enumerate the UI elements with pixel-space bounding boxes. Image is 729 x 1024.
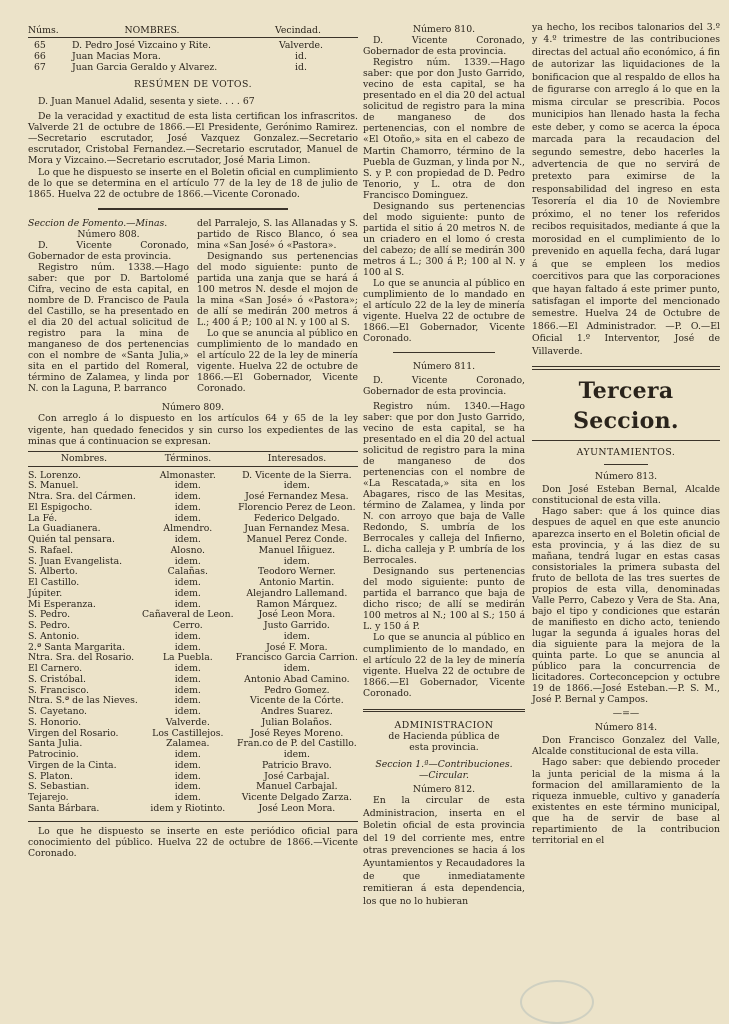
mine-termino: Almonaster. — [159, 469, 216, 481]
mine-name: S. Pedro. — [28, 609, 71, 621]
mine-name: La Fé. — [28, 512, 58, 524]
voters-list-header — [28, 25, 358, 37]
divider — [28, 451, 358, 452]
mine-termino: Zalamea. — [166, 738, 210, 750]
mine-termino: idem. — [174, 770, 201, 782]
mine-name: S. Juan Evangelista. — [28, 555, 123, 567]
mine-row — [28, 804, 358, 815]
mine-interesado: José F. Mora. — [266, 641, 328, 653]
divider — [604, 464, 648, 465]
mine-name: S. Antonio. — [28, 630, 80, 642]
mine-interesado: Florencio Perez de Leon. — [238, 501, 356, 513]
mine-termino: idem. — [174, 534, 201, 546]
num809-title: Número 809. — [161, 402, 225, 414]
divider — [28, 821, 358, 822]
mine-interesado: José Reyes Moreno. — [250, 727, 344, 739]
mine-termino: idem. — [174, 759, 201, 771]
section-divider — [532, 366, 720, 370]
voter-vecindad: Valverde. — [279, 40, 323, 52]
mine-name: El Carnero. — [28, 663, 83, 675]
num811-head: D. Vicente Coronado, Gobernador de esta provincia. — [363, 375, 525, 398]
resumen-line: D. Juan Manuel Adalid, sesenta y siete. . . . 67 — [38, 96, 255, 108]
num811-body: Registro núm. 1340.—Hago saber: que por don Justo Garrido, vecino de esta capital, se ha presentado en el dia 20 del actual solicitud de registro para la mina de manganeso de dos pertenencias con el nombre de «La Rescatada,» sita en los Abagares, risco de las Mesitas, término de Zalamea, y linda por N. con arroyo que baja de Valle Redondo, S. umbría de los Berrocales y calleja del Infierno, L. dicha calleja y P. umbría de los Berrocales. — [363, 400, 525, 567]
mine-interesado: Antonio Martin. — [259, 577, 335, 589]
admin-subtitle: de Hacienda pública de esta provincia. — [388, 730, 500, 753]
mine-interesado: José Leon Mora. — [258, 609, 336, 621]
num810-head: D. Vicente Coronado, Gobernador de esta provincia. — [363, 35, 525, 58]
num814-body: Hago saber: que debiendo proceder la junta pericial de la misma á la formacion del amillaramiento de la riqueza inmueble, cultivo y ganadería existentes en este término municipal, que ha de servir de base al repartimiento de la contribucion territorial en el — [532, 757, 720, 846]
mine-interesado: José Carbajal. — [264, 770, 330, 782]
voter-row — [28, 51, 358, 62]
mine-interesado: idem. — [283, 555, 310, 567]
mine-termino: La Puebla. — [162, 652, 213, 664]
mine-termino: idem. — [174, 512, 201, 524]
mine-interesado: Fran.co de P. del Castillo. — [237, 738, 357, 750]
divider — [393, 352, 495, 353]
section-divider — [98, 208, 288, 210]
mine-interesado: Manuel Perez Conde. — [246, 534, 348, 546]
voter-vecindad: id. — [295, 51, 307, 63]
mine-interesado: Andres Suarez. — [260, 706, 333, 718]
voters-list-table — [28, 25, 358, 37]
num811-anuncio: Lo que se anuncia al público en cumplimiento de lo mandado, en el artículo 22 de la ley de minería vigente. Huelva 22 de octubre de 1866.—El Gobernador, Vicente Coronado. — [363, 632, 525, 699]
mine-termino: idem. — [174, 706, 201, 718]
mine-name: S. Pedro. — [28, 620, 71, 632]
mine-termino: idem. — [174, 792, 201, 804]
circular-continuation: ya hecho, los recibos talonarios del 3.º y 4.º trimestre de las contribuciones directas del actual año económico, á fin de autorizar las liquidaciones de la bonificacion que al respaldo de ellos ha de figurarse con arreglo á lo que en la misma circular se prescribia. Pocos municipios han llenado hasta la fecha este deber, y como se acerca la época marcada para la recaudacion del segundo semestre, debo hacerles la advertencia de que no servirá de pretexto para eximirse de la responsabilidad del ingreso en esta Tesorería el dia 10 de Noviembre próximo, el no tener los referidos recibos requisitados, mediante á que la morosidad en el cumplimiento de lo prevenido en aquella fecha, dará lugar á que se empleen los medios coercitivos para que las corporaciones que hayan faltado á este primer punto, satisfagan el importe del mencionado semestre. Huelva 24 de Octubre de 1866.—El Administrador. —P. O.—El Oficial 1.º Interventor, José de Villaverde. — [532, 22, 720, 357]
mine-interesado: Juan Fernandez Mesa. — [244, 523, 350, 535]
mine-name: Quién tal pensara. — [28, 534, 115, 546]
mine-interesado: idem. — [283, 630, 310, 642]
voter-num: 65 — [34, 40, 46, 52]
mine-interesado: Ramon Márquez. — [256, 598, 338, 610]
admin-seccion: Seccion 1.ª—Contribuciones.—Circular. — [375, 758, 513, 781]
mines-header-interesados: Interesados. — [267, 452, 327, 464]
mine-termino: idem. — [174, 749, 201, 761]
mine-termino: idem. — [174, 684, 201, 696]
voter-name: Juan Macias Mora. — [72, 51, 161, 63]
mine-interesado: idem. — [283, 749, 310, 761]
num812-title: Número 812. — [412, 784, 476, 795]
num814-title: Número 814. — [594, 722, 658, 734]
mine-name: S. Sebastian. — [28, 781, 90, 793]
mines-header-table — [28, 453, 358, 465]
divider — [532, 440, 720, 441]
mine-name: Ntra. Sra. del Cármen. — [28, 491, 136, 503]
seccion-fomento: Seccion de Fomento.—Minas. — [28, 217, 168, 229]
mine-name: S. Rafael. — [28, 544, 74, 556]
mine-termino: Los Castillejos. — [152, 727, 224, 739]
header-vecindad: Vecindad. — [275, 25, 321, 36]
divider — [28, 466, 358, 467]
num811-designando: Designando sus pertenencias del modo siguiente: punto de partida el barranco que baja de dicho risco; de allí se medirán 100 metros al N.; 100 al S.; 150 á L. y 150 á P. — [363, 566, 525, 633]
mine-termino: idem. — [174, 501, 201, 513]
mines-header — [28, 453, 358, 465]
mine-name: S. Francisco. — [28, 684, 89, 696]
mine-name: El Castillo. — [28, 577, 80, 589]
tercera-seccion-title: Tercera Seccion. — [573, 378, 679, 435]
num810-anuncio: Lo que se anuncia al público en cumplimiento de lo mandado en el artículo 22 de la ley de minería vigente. Huelva 22 de octubre de 1866.—El Gobernador, Vicente Coronado. — [363, 278, 525, 345]
mine-interesado: Justo Garrido. — [263, 620, 330, 632]
mines-header-nombres: Nombres. — [60, 452, 108, 464]
num812-body: En la circular de esta Administracion, inserta en el Boletin oficial de esta provincia del 19 del corriente mes, entre otras prevenciones se hacia á los Ayuntamientos y Recaudadores la de que inmediatamente remitieran á esta dependencia, los que no lo hubieran — [363, 795, 525, 907]
mine-interesado: Manuel Iñiguez. — [258, 544, 336, 556]
mine-termino: idem. — [174, 587, 201, 599]
mine-name: El Espigocho. — [28, 501, 93, 513]
mine-interesado: Vicente de la Córte. — [250, 695, 344, 707]
voter-name: D. Pedro José Vizcaino y Rite. — [72, 40, 211, 52]
mine-termino: idem. — [174, 695, 201, 707]
fomento-two-column — [28, 218, 358, 395]
section-divider — [363, 709, 525, 712]
mine-name: Ntra. Sra. del Rosario. — [28, 652, 135, 664]
mine-interesado: Manuel Carbajal. — [256, 781, 338, 793]
mine-name: S. Cayetano. — [28, 706, 88, 718]
mine-interesado: Teodoro Werner. — [257, 566, 336, 578]
mine-name: Santa Julia. — [28, 738, 83, 750]
num813-title: Número 813. — [594, 471, 658, 483]
mine-termino: idem. — [174, 673, 201, 685]
mine-interesado: Francisco Garcia Carrion. — [235, 652, 358, 664]
header-nums: Núms. — [28, 25, 59, 36]
voter-num: 67 — [34, 62, 46, 74]
mine-interesado: idem. — [283, 480, 310, 492]
mine-name: Mi Esperanza. — [28, 598, 96, 610]
voters-list-rows — [28, 40, 358, 73]
mine-name: S. Lorenzo. — [28, 469, 81, 481]
num808-title: Número 808. — [77, 228, 140, 240]
resumen-title: RESÚMEN DE VOTOS. — [133, 79, 253, 91]
mine-name: 2.ª Santa Margarita. — [28, 641, 126, 653]
num808-anuncio: Lo que se anuncia al público en cumplimiento de lo mandado en el artículo 22 de la ley de minería vigente. Huelva 22 de octubre de 1866.—El Gobernador, Vicente Coronado. — [197, 328, 358, 395]
mine-name: Ntra. S.ª de las Nieves. — [28, 695, 138, 707]
admin-title: ADMINISTRACION — [394, 719, 494, 731]
voter-name: Juan Garcia Geraldo y Alvarez. — [72, 62, 218, 74]
mine-termino: Calañas. — [167, 566, 209, 578]
library-watermark-seal — [520, 980, 594, 1024]
mine-termino: idem. — [174, 641, 201, 653]
mine-name: Virgen de la Cinta. — [28, 759, 117, 771]
mine-name: La Guadianera. — [28, 523, 101, 535]
mine-interesado: idem. — [283, 663, 310, 675]
mine-termino: Alosno. — [170, 544, 206, 556]
num810-title: Número 810. — [412, 24, 476, 35]
mine-interesado: Vicente Delgado Zarza. — [241, 792, 352, 804]
mine-interesado: Alejandro Lallemand. — [246, 587, 348, 599]
mine-termino: idem. — [174, 663, 201, 675]
mine-interesado: Patricio Bravo. — [261, 759, 332, 771]
mine-termino: idem. — [174, 555, 201, 567]
num808-body-cont: del Parralejo, S. las Allanadas y S. partido de Risco Blanco, ó sea mina «San José» ó «Pastora». — [197, 217, 358, 251]
num810-designando: Designando sus pertenencias del modo siguiente: punto de partida el sitio á 20 metros N. de un criadero en el lomo ó cresta del cabezo; de allí se medirán 300 metros á L.; 300 á P.; 100 al N. y 100 al S. — [363, 200, 525, 279]
ayuntamientos-title: AYUNTAMIENTOS. — [576, 447, 676, 459]
mine-interesado: Federico Delgado. — [253, 512, 340, 524]
num810-body: Registro núm. 1339.—Hago saber: que por don Justo Garrido, vecino de esta capital, se ha presentado en el dia 20 del actual solicitud de registro para la mina de manganeso de dos pertenencias, con el nombre de «El Otoño,» sita en el cabezo de Martin Chamorro, término de la Puebla de Guzman, y linda por N., S. y P. con propiedad de D. Pedro Tenorio, y L. otra de don Francisco Dominguez. — [363, 57, 525, 201]
mine-interesado: José Fernandez Mesa. — [245, 491, 349, 503]
divider — [28, 37, 358, 38]
mine-name: S. Alberto. — [28, 566, 78, 578]
header-nombres: NOMBRES. — [124, 25, 180, 36]
mine-name: Virgen del Rosario. — [28, 727, 119, 739]
mine-termino: Almendro. — [163, 523, 213, 535]
mine-name: S. Honorio. — [28, 716, 82, 728]
mine-termino: idem. — [174, 480, 201, 492]
mine-name: S. Platon. — [28, 770, 73, 782]
num813-head: Don José Esteban Bernal, Alcalde constitucional de esta villa. — [532, 484, 720, 507]
voter-row — [28, 62, 358, 73]
mine-name: Tejarejo. — [28, 792, 69, 804]
num811-title: Número 811. — [412, 361, 476, 373]
mines-table — [28, 471, 358, 815]
mine-interesado: Antonio Abad Camino. — [244, 673, 350, 685]
voter-num: 66 — [34, 51, 46, 63]
mine-name: Júpiter. — [28, 587, 63, 599]
mines-header-terminos: Términos. — [164, 452, 212, 464]
voter-vecindad: id. — [295, 62, 307, 74]
mine-name: S. Manuel. — [28, 480, 79, 492]
mine-interesado: Pedro Gomez. — [264, 684, 330, 696]
num808-designando: Designando sus pertenencias del modo siguiente: punto de partida una zanja que se hará á 100 metros N. desde el mojon de la mina «San José» ó «Pastora»; de allí se medirán 200 metros á L.; 400 á P.; 100 al N. y 100 al S. — [197, 250, 358, 329]
mine-termino: Valverde. — [165, 716, 210, 728]
mine-termino: Cañaveral de Leon. — [142, 609, 234, 621]
dispuesto-text: Lo que he dispuesto se inserte en el Boletin oficial en cumplimiento de lo que se determina en el artículo 77 de la ley de 18 de julio de 1865. Huelva 22 de octubre de 1866.—Vicente Coronado. — [28, 166, 358, 200]
column-left — [28, 22, 358, 859]
column-right — [532, 22, 720, 846]
voter-row — [28, 40, 358, 51]
mine-name: Patrocinio. — [28, 749, 79, 761]
num808-head: D. Vicente Coronado, Gobernador de esta provincia. — [28, 239, 189, 262]
mine-name: S. Cristóbal. — [28, 673, 87, 685]
column-middle — [363, 22, 525, 908]
mine-termino: Cerro. — [172, 620, 203, 632]
mine-termino: idem. — [174, 598, 201, 610]
ornament-divider: —=— — [612, 708, 640, 720]
num809-body: Con arreglo á lo dispuesto en los artículos 64 y 65 de la ley vigente, han quedado fenecidos y sin curso los expedientes de las minas que á continuacion se expresan. — [28, 413, 358, 447]
num808-body: Registro núm. 1338.—Hago saber: que por D. Bartolomé Cifra, vecino de esta capital, en nombre de D. Francisco de Paula del Castillo, se ha presentado en el dia 20 del actual solicitud de registro para la mina de manganeso de dos pertenencias con el nombre de «Santa Julia,» sita en el partido del Romeral, término de Zalamea, y linda por N. con la Laguna, P. barranco — [28, 261, 189, 395]
num813-body: Hago saber: que á los quince dias despues de aquel en que este anuncio aparezca inserto en el Boletin oficial de esta provincia, y á las diez de su mañana, tendrá lugar en estas casas consistoriales la primera subasta del fruto de bellota de las tres suertes de propios de esta villa, denominadas Valle Perro, Cabezo y Vera de Sta. Ana, bajo el tipo y condiciones que estarán de manifiesto en dicho acto, teniendo lugar la segunda á iguales horas del dia siguiente para la mejora de la quinta parte. Lo que se anuncia al público para la concurrencia de licitadores. Corteconcepcion y octubre 19 de 1866.—José Esteban.—P. S. M., José P. Bernal y Campos. — [532, 506, 720, 706]
mine-termino: idem. — [174, 491, 201, 503]
num809-footer: Lo que he dispuesto se inserte en este periódico oficial para conocimiento del público. Huelva 22 de octubre de 1866.—Vicente Coronado. — [28, 825, 358, 859]
mine-interesado: Julian Bolaños. — [261, 716, 333, 728]
mine-interesado: José Leon Mora. — [258, 802, 336, 814]
certification-text: De la veracidad y exactitud de esta lista certifican los infrascritos. Valverde 21 de octubre de 1866.—El Presidente, Gerónimo Ramirez. —Secretario escrutador, José Vazquez Gonzalez.—Secretario escrutador, Cristobal Fernandez.—Secretario escrutador, Manuel de Mora y Vizcaino.—Secretario escrutador, José Maria Limon. — [28, 111, 358, 167]
mine-termino: idem. — [174, 577, 201, 589]
mine-interesado: D. Vicente de la Sierra. — [242, 469, 352, 481]
mine-name: Santa Bárbara. — [28, 802, 100, 814]
mine-termino: idem y Riotinto. — [150, 802, 226, 814]
num814-head: Don Francisco Gonzalez del Valle, Alcalde constitucional de esta villa. — [532, 735, 720, 758]
mine-termino: idem. — [174, 630, 201, 642]
mine-termino: idem. — [174, 781, 201, 793]
